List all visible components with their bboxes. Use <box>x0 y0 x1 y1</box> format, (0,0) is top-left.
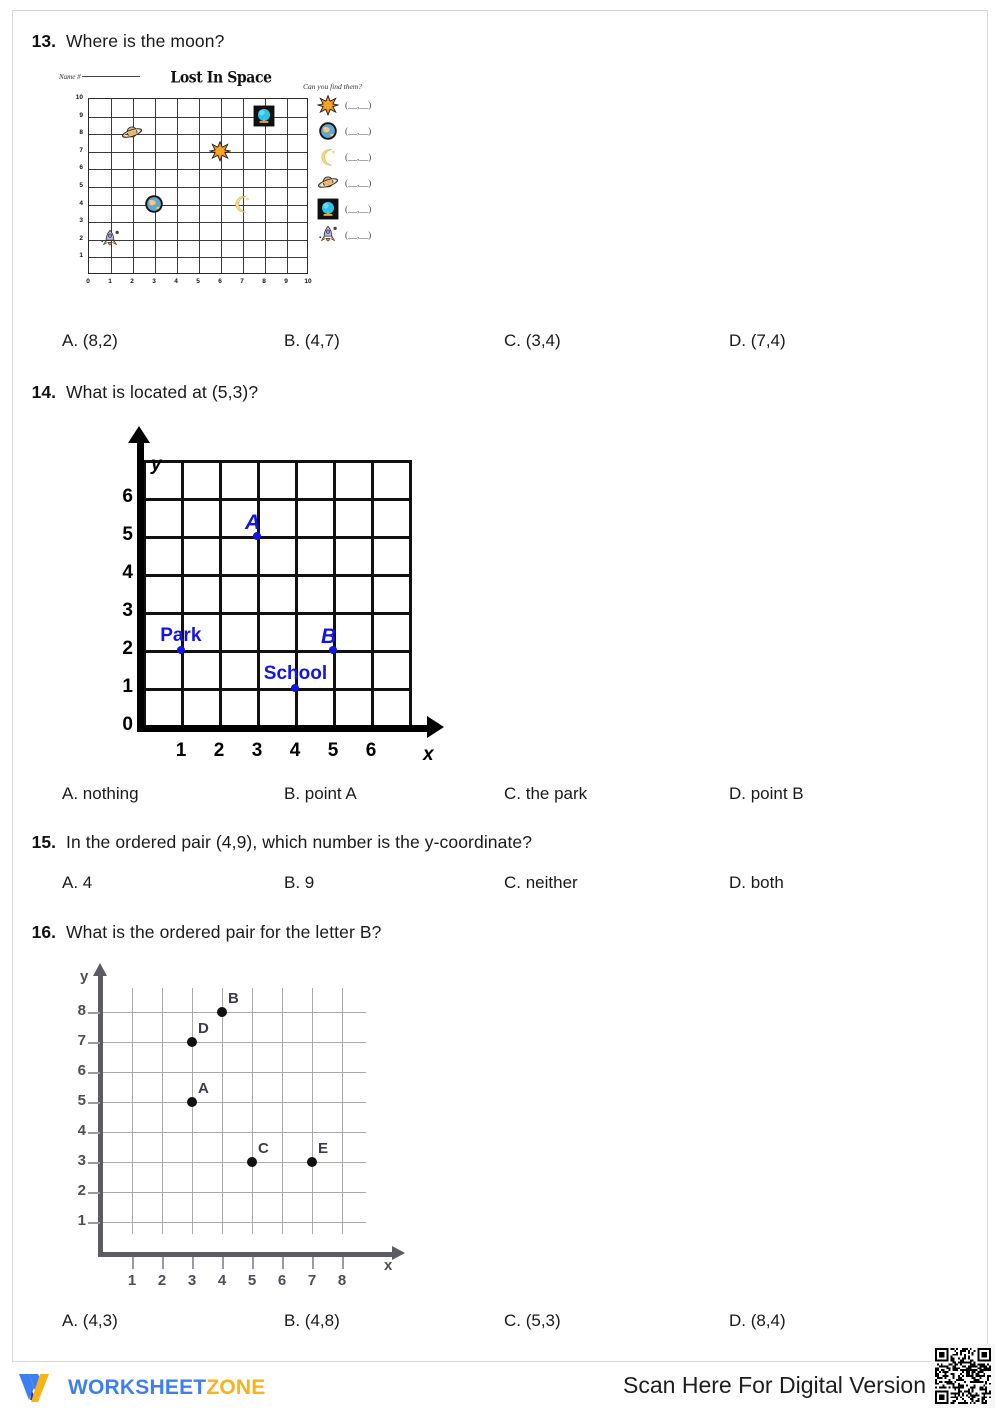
scan-prompt-text: Scan Here For Digital Version <box>623 1372 926 1398</box>
grid-line-v <box>252 988 253 1234</box>
coordinate-grid-park-school <box>143 460 409 726</box>
grid-line-v <box>221 99 222 273</box>
grid-line-v <box>282 988 283 1234</box>
legend-row <box>317 144 387 170</box>
grid-line-v <box>162 988 163 1234</box>
y-tick-label: 3 <box>122 600 133 621</box>
plot-point-label-a: A <box>198 1080 209 1097</box>
x-axis-label: x <box>423 744 434 765</box>
grid-line-h <box>89 169 307 170</box>
q13-choice-b[interactable]: B. (4,7) <box>284 331 340 350</box>
question-13-text: Where is the moon? <box>66 31 225 51</box>
q13-choice-d[interactable]: D. (7,4) <box>729 331 786 350</box>
worksheet-zone-logo[interactable] <box>16 1370 265 1406</box>
y-tick-label: 5 <box>77 1092 86 1109</box>
question-16-text: What is the ordered pair for the letter B? <box>66 922 382 942</box>
y-tick <box>88 1072 100 1074</box>
grid-line-h <box>89 222 307 223</box>
x-tick-label: 4 <box>174 278 178 285</box>
y-axis <box>137 438 144 732</box>
question-15 <box>20 832 532 853</box>
plot-point-label-d: D <box>198 1020 209 1037</box>
x-tick <box>282 1257 284 1269</box>
q16-choice-c[interactable]: C. (5,3) <box>504 1311 561 1330</box>
grid-line-v <box>132 988 133 1234</box>
legend-row <box>317 92 387 118</box>
grid-line-v <box>199 99 200 273</box>
y-tick-label: 9 <box>79 111 83 119</box>
x-tick-label: 6 <box>365 740 377 761</box>
y-tick-label: 1 <box>79 252 83 260</box>
y-tick <box>88 1042 100 1044</box>
legend-row <box>317 118 387 144</box>
grid-line-h <box>143 688 409 691</box>
x-tick-label: 5 <box>327 740 339 761</box>
plot-point-label-e: E <box>318 1140 329 1157</box>
q15-choice-d[interactable]: D. both <box>729 873 784 892</box>
q16-choice-d[interactable]: D. (8,4) <box>729 1311 786 1330</box>
y-tick-label: 3 <box>79 217 83 225</box>
grid-line-h <box>89 257 307 258</box>
earth-icon <box>143 193 165 215</box>
x-tick-label: 6 <box>277 1272 287 1289</box>
logo-w-icon <box>16 1370 58 1406</box>
q16-choice-a[interactable]: A. (4,3) <box>62 1311 118 1330</box>
grid-line-h <box>102 1012 366 1013</box>
plot-point-b <box>217 1007 227 1017</box>
telescope-icon <box>253 105 275 127</box>
telescope-icon <box>317 198 339 220</box>
y-tick <box>88 1162 100 1164</box>
x-tick-label: 8 <box>337 1272 347 1289</box>
grid-line-v <box>155 99 156 273</box>
grid-line-h <box>143 498 409 501</box>
answer-blank[interactable]: (__,__) <box>345 152 372 162</box>
grid-line-h <box>143 536 409 539</box>
grid-line-h <box>102 1072 366 1073</box>
x-tick-label: 2 <box>157 1272 167 1289</box>
moon-icon <box>317 146 339 168</box>
x-tick-label: 1 <box>127 1272 137 1289</box>
figure-lost-in-space <box>55 70 385 305</box>
y-tick <box>88 1192 100 1194</box>
q13-choice-a[interactable]: A. (8,2) <box>62 331 118 350</box>
y-tick-label: 6 <box>77 1062 86 1079</box>
plot-point-label-a: A <box>245 511 261 534</box>
grid-line-h <box>102 1162 366 1163</box>
x-tick-label: 1 <box>108 278 112 285</box>
plot-point-label-b: B <box>228 990 239 1007</box>
question-13-choices <box>0 331 1000 355</box>
x-axis-arrow <box>427 716 444 738</box>
x-tick-label: 5 <box>247 1272 257 1289</box>
grid-line-v <box>312 988 313 1234</box>
x-tick-label: 9 <box>284 278 288 285</box>
question-14 <box>20 382 258 403</box>
plot-point-label-park: Park <box>160 625 202 646</box>
page-footer <box>0 1366 1000 1414</box>
answer-blank[interactable]: (__,__) <box>345 100 372 110</box>
moon-icon <box>231 193 253 215</box>
grid-line-v <box>409 460 412 726</box>
grid-line-h <box>102 1132 366 1133</box>
grid-line-h <box>143 612 409 615</box>
y-tick-label: 1 <box>122 676 133 697</box>
figure-park-school <box>55 432 434 765</box>
qr-code[interactable] <box>931 1344 995 1408</box>
question-16 <box>20 922 381 943</box>
x-tick <box>312 1257 314 1269</box>
y-tick-label: 0 <box>122 714 133 735</box>
q15-choice-a[interactable]: A. 4 <box>62 873 93 892</box>
question-13 <box>20 31 224 52</box>
grid-line-h <box>89 205 307 206</box>
answer-blank[interactable]: (__,__) <box>345 204 372 214</box>
question-14-choices <box>0 784 1000 808</box>
figure-name-field <box>59 73 140 81</box>
answer-blank[interactable]: (__,__) <box>345 178 372 188</box>
figure-subtitle: Can you find them? <box>303 82 362 91</box>
x-tick <box>162 1257 164 1269</box>
qr-code-image <box>935 1348 991 1404</box>
grid-line-h <box>89 187 307 188</box>
x-tick-label: 5 <box>196 278 200 285</box>
question-13-number: 13. <box>31 31 56 51</box>
legend-row <box>317 196 387 222</box>
question-16-choices <box>0 1311 1000 1335</box>
x-axis <box>98 1252 394 1257</box>
plot-point-park <box>177 646 185 654</box>
question-14-text: What is located at (5,3)? <box>66 382 259 402</box>
y-axis-label: y <box>80 968 89 985</box>
y-tick-label: 2 <box>122 638 133 659</box>
x-tick-label: 1 <box>175 740 187 761</box>
x-tick-label: 7 <box>240 278 244 285</box>
brand-primary: WORKSHEET <box>68 1376 207 1399</box>
find-them-legend <box>317 92 387 248</box>
y-tick-label: 2 <box>77 1182 86 1199</box>
brand-wordmark <box>68 1376 265 1400</box>
x-axis-arrow <box>392 1246 405 1260</box>
saturn-icon <box>121 122 143 144</box>
question-15-choices <box>0 873 1000 897</box>
grid-line-v <box>222 988 223 1234</box>
y-tick-label: 10 <box>75 94 83 101</box>
x-axis <box>137 725 429 732</box>
y-axis-arrow <box>128 426 150 443</box>
y-axis-arrow <box>93 963 107 976</box>
x-tick-label: 0 <box>86 278 90 285</box>
plot-point-label-c: C <box>258 1140 269 1157</box>
grid-line-h <box>102 1042 366 1043</box>
y-tick-label: 8 <box>77 1002 86 1019</box>
grid-line-h <box>143 460 409 463</box>
q14-choice-c[interactable]: C. the park <box>504 784 588 803</box>
y-tick <box>88 1102 100 1104</box>
plot-point-label-school: School <box>263 663 328 684</box>
answer-blank[interactable]: (__,__) <box>345 126 372 136</box>
y-tick-label: 1 <box>77 1212 86 1229</box>
x-tick-label: 3 <box>251 740 263 761</box>
x-tick-label: 4 <box>289 740 301 761</box>
grid-line-h <box>102 1222 366 1223</box>
figure-name-label: Name # <box>59 73 81 81</box>
question-15-number: 15. <box>31 832 56 852</box>
y-tick-label: 4 <box>79 199 83 207</box>
rocket-icon <box>99 228 121 250</box>
saturn-icon <box>317 172 339 194</box>
grid-line-v <box>342 988 343 1234</box>
x-tick-label: 2 <box>130 278 134 285</box>
q13-choice-c[interactable]: C. (3,4) <box>504 331 561 350</box>
x-tick <box>252 1257 254 1269</box>
plot-point-c <box>247 1157 257 1167</box>
y-tick <box>88 1012 100 1014</box>
y-axis-label: y <box>151 454 162 475</box>
legend-row <box>317 222 387 248</box>
figure-title: Lost In Space <box>170 69 272 87</box>
q14-choice-b[interactable]: B. point A <box>284 784 357 803</box>
x-tick-label: 8 <box>262 278 266 285</box>
plot-point-d <box>187 1037 197 1047</box>
x-tick-label: 2 <box>213 740 225 761</box>
y-tick <box>88 1222 100 1224</box>
question-14-number: 14. <box>31 382 56 402</box>
question-16-number: 16. <box>31 922 56 942</box>
grid-line-h <box>143 574 409 577</box>
brand-secondary: ZONE <box>206 1376 266 1399</box>
grid-line-v <box>192 988 193 1234</box>
grid-line-v <box>177 99 178 273</box>
earth-icon <box>317 120 339 142</box>
x-tick <box>222 1257 224 1269</box>
x-tick-label: 4 <box>217 1272 227 1289</box>
figure-letter-points <box>72 952 402 1292</box>
y-tick-label: 4 <box>77 1122 86 1139</box>
y-tick-label: 5 <box>79 182 83 189</box>
y-tick-label: 6 <box>122 486 133 507</box>
x-tick-label: 3 <box>187 1272 197 1289</box>
x-tick-label: 10 <box>304 278 312 285</box>
plot-point-a <box>187 1097 197 1107</box>
x-tick-label: 7 <box>307 1272 317 1289</box>
answer-blank[interactable]: (__,__) <box>345 230 372 240</box>
q15-choice-c[interactable]: C. neither <box>504 873 578 892</box>
y-tick-label: 3 <box>77 1152 86 1169</box>
y-tick <box>88 1132 100 1134</box>
x-tick-label: 6 <box>218 278 222 285</box>
y-axis <box>98 974 103 1256</box>
sun-icon <box>209 140 231 162</box>
coordinate-grid-letters <box>72 952 402 1292</box>
y-tick-label: 7 <box>79 146 83 154</box>
q14-choice-d[interactable]: D. point B <box>729 784 804 803</box>
y-tick-label: 2 <box>79 234 83 242</box>
grid-line-h <box>89 240 307 241</box>
legend-row <box>317 170 387 196</box>
sun-icon <box>317 94 339 116</box>
x-tick <box>342 1257 344 1269</box>
x-axis-label: x <box>384 1257 393 1274</box>
q16-choice-b[interactable]: B. (4,8) <box>284 1311 340 1330</box>
grid-line-h <box>102 1102 366 1103</box>
x-tick-label: 3 <box>152 278 156 285</box>
rocket-icon <box>317 224 339 246</box>
plot-point-label-b: B <box>321 625 337 648</box>
y-tick-label: 5 <box>122 524 133 545</box>
y-tick-label: 6 <box>79 164 83 172</box>
grid-line-v <box>287 99 288 273</box>
y-tick-label: 4 <box>122 562 133 583</box>
question-15-text: In the ordered pair (4,9), which number is the y-coordinate? <box>66 832 533 852</box>
y-tick-label: 7 <box>77 1032 86 1049</box>
y-tick-label: 8 <box>79 129 83 137</box>
grid-line-h <box>102 1192 366 1193</box>
plot-point-e <box>307 1157 317 1167</box>
q14-choice-a[interactable]: A. nothing <box>62 784 139 803</box>
grid-line-h <box>89 152 307 153</box>
x-tick <box>132 1257 134 1269</box>
q15-choice-b[interactable]: B. 9 <box>284 873 315 892</box>
plot-point-school <box>291 684 299 692</box>
x-tick <box>192 1257 194 1269</box>
grid-line-v <box>243 99 244 273</box>
